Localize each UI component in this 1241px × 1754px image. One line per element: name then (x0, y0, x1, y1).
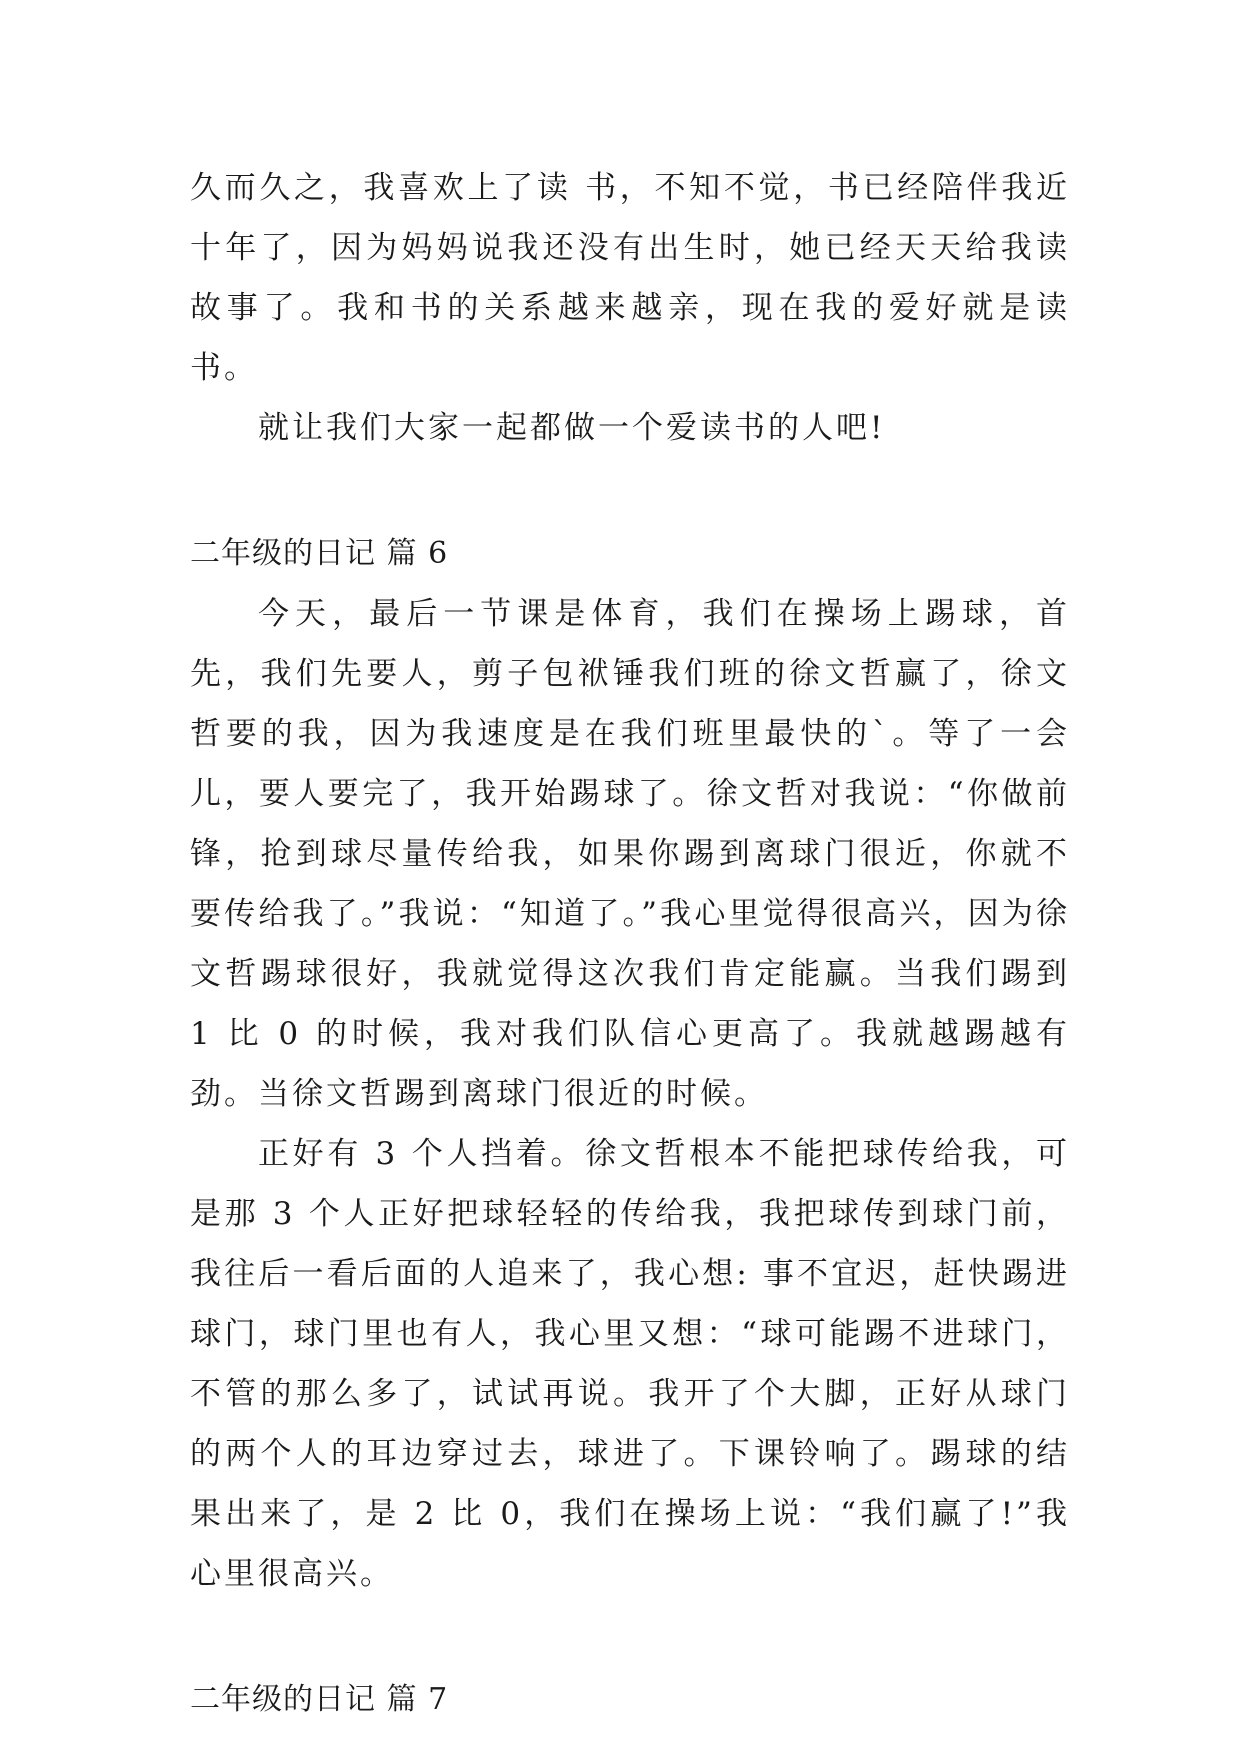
diary-heading-6: 二年级的日记 篇 6 (190, 536, 449, 571)
diary6-paragraph-1: 今天，最后一节课是体育，我们在操场上踢球，首先，我们先要人，剪子包袱锤我们班的徐文哲赢了，徐文哲要的我，因为我速度是在我们班里最快的`。等了一会儿，要人要完了，我开始踢球了。徐文哲对我说：“你做前锋，抢到球尽量传给我，如果你踢到离球门很近，你就不要传给我了。”我说：“知道了。”我心里觉得很高兴，因为徐文哲踢球很好，我就觉得这次我们肯定能赢。当我们踢到 1 比 0 的时候，我对我们队信心更高了。我就越踢越有劲。当徐文哲踢到离球门很近的时候。 (190, 596, 1070, 1112)
paragraph-continued: 久而久之，我喜欢上了读 书，不知不觉，书已经陪伴我近十年了，因为妈妈说我还没有出生时，她已经天天给我读故事了。我和书的关系越来越亲，现在我的爱好就是读书。 (190, 170, 1070, 386)
diary6-paragraph-2: 正好有 3 个人挡着。徐文哲根本不能把球传给我，可是那 3 个人正好把球轻轻的传给我，我把球传到球门前，我往后一看后面的人追来了，我心想: 事不宜迟，赶快踢进球门，球门里也有人，我心里又想：“球可能踢不进球门，不管的那么多了，试试再说。我开了个大脚，正好从球门的两个人的耳边穿过去，球进了。下课铃响了。踢球的结果出来了，是 2 比 0，我们在操场上说：“我们赢了!”我心里很高兴。 (190, 1136, 1070, 1592)
diary-heading-7: 二年级的日记 篇 7 (190, 1682, 449, 1717)
closing-paragraph: 就让我们大家一起都做一个爱读书的人吧! (258, 410, 886, 446)
document-body (190, 158, 1070, 1730)
